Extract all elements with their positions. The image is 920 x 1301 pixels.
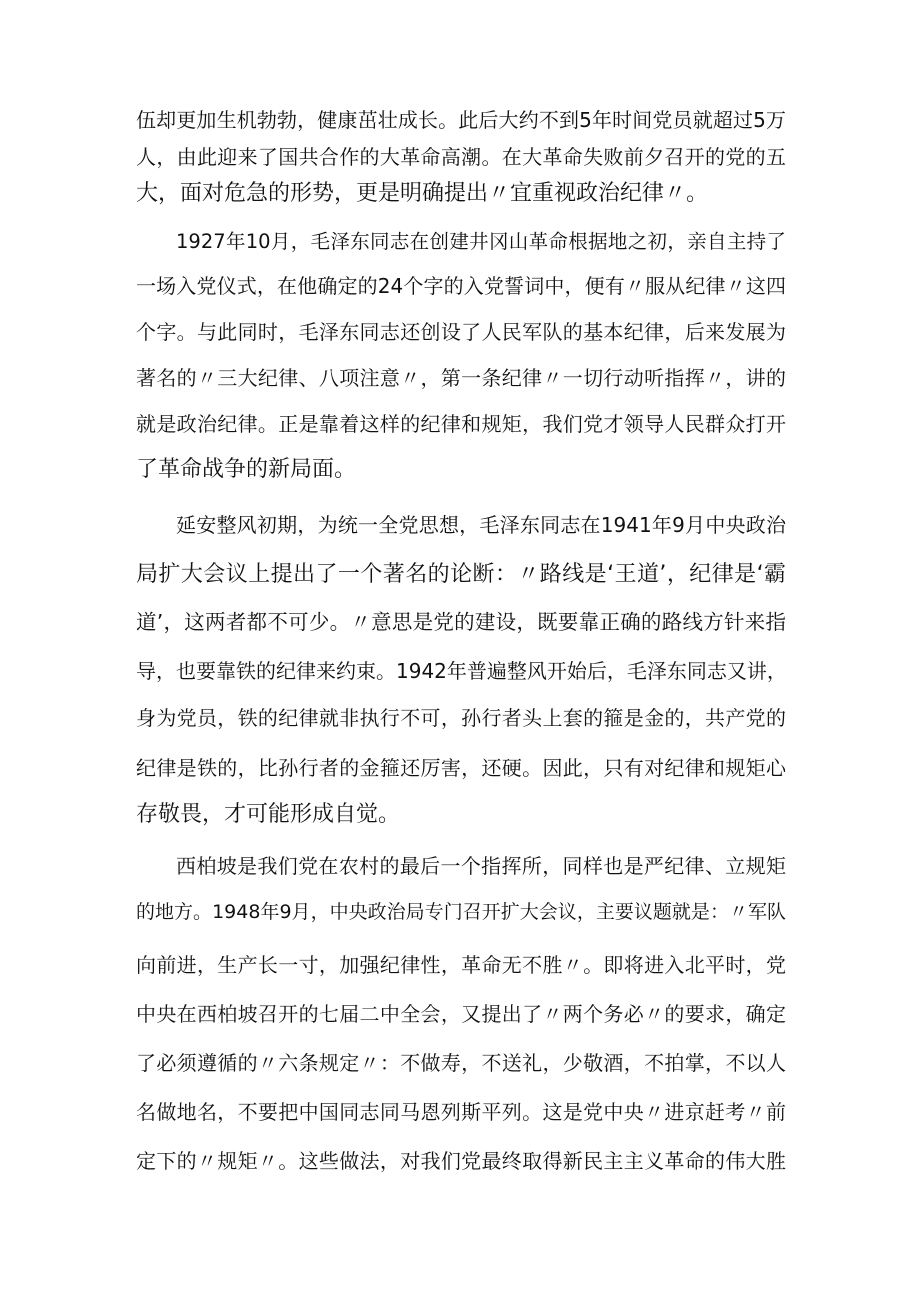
text-line: 局扩大会议上提出了一个著名的论断：〃路线是‘王道’，纪律是‘霸 [136,562,786,587]
text-line: 延安整风初期，为统一全党思想，毛泽东同志在1941年9月中央政治 [176,513,786,537]
text-line: 1927年10月，毛泽东同志在创建井冈山革命根据地之初，亲自主持了 [176,230,786,253]
text-line: 伍却更加生机勃勃，健康茁壮成长。此后大约不到5年时间党员就超过5万 [136,108,786,132]
text-line: 存敬畏，才可能形成自觉。 [136,802,401,827]
text-line: 了革命战争的新局面。 [136,457,357,482]
text-line: 大，面对危急的形势，更是明确提出〃宜重视政治纪律〃。 [136,181,709,206]
text-line: 的地方。1948年9月，中央政治局专门召开扩大会议，主要议题就是：〃军队 [136,901,786,923]
text-line: 中央在西柏坡召开的七届二中全会，又提出了〃两个务必〃的要求，确定 [136,1002,786,1026]
text-line: 人，由此迎来了国共合作的大革命高潮。在大革命失败前夕召开的党的五 [136,145,786,169]
text-line: 个字。与此同时，毛泽东同志还创设了人民军队的基本纪律，后来发展为 [136,320,786,344]
text-line: 道’，这两者都不可少。〃意思是党的建设，既要靠正确的路线方针来指 [136,610,786,634]
text-line: 就是政治纪律。正是靠着这样的纪律和规矩，我们党才领导人民群众打开 [136,412,786,436]
text-line: 了必须遵循的〃六条规定〃：不做寿，不送礼，少敬酒，不拍掌，不以人 [136,1051,786,1075]
text-line: 西柏坡是我们党在农村的最后一个指挥所，同样也是严纪律、立规矩 [176,854,786,878]
text-line: 定下的〃规矩〃。这些做法，对我们党最终取得新民主主义革命的伟大胜 [136,1149,786,1173]
text-line: 著名的〃三大纪律、八项注意〃，第一条纪律〃一切行动听指挥〃，讲的 [136,366,786,390]
text-line: 身为党员，铁的纪律就非执行不可，孙行者头上套的箍是金的，共产党的 [136,706,786,730]
text-line: 名做地名，不要把中国同志同马恩列斯平列。这是党中央〃进京赶考〃前 [136,1100,786,1124]
text-line: 一场入党仪式，在他确定的24个字的入党誓词中，便有〃服从纪律〃这四 [136,274,786,298]
text-line: 纪律是铁的，比孙行者的金箍还厉害，还硬。因此，只有对纪律和规矩心 [136,756,786,780]
text-line: 向前进，生产长一寸，加强纪律性，革命无不胜〃。即将进入北平时，党 [136,953,786,977]
text-line: 导，也要靠铁的纪律来约束。1942年普遍整风开始后，毛泽东同志又讲， [136,659,787,683]
